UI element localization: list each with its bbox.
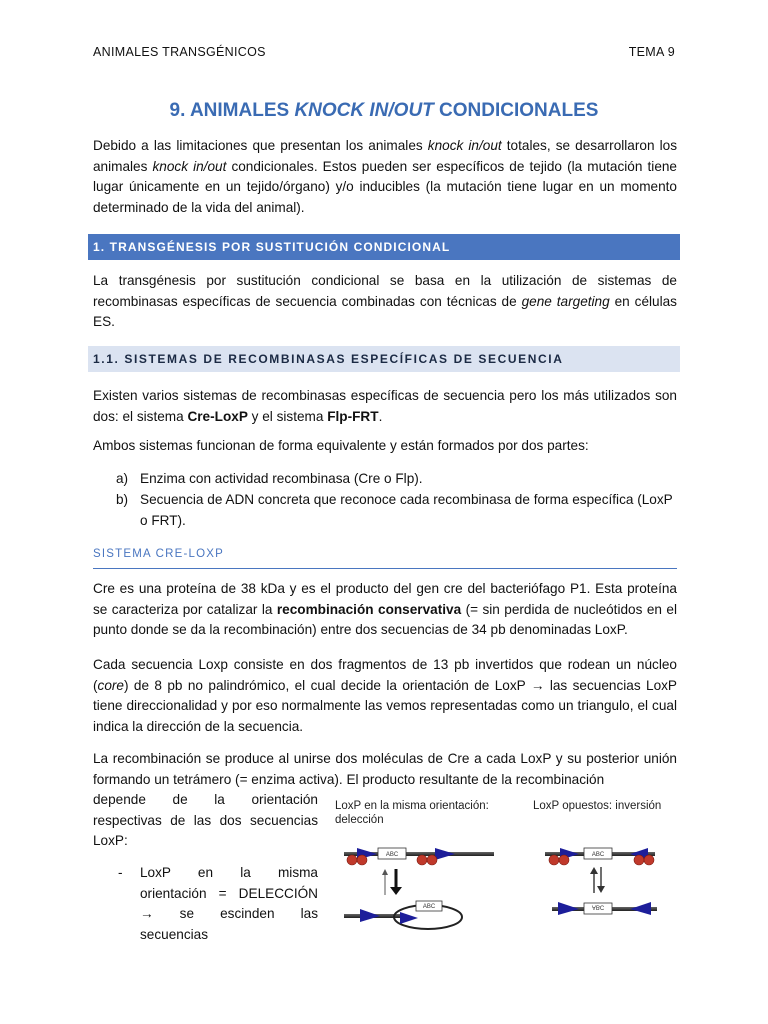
loxp-triangle-icon bbox=[435, 848, 455, 860]
deletion-after-strand bbox=[344, 901, 462, 929]
inversion-before-strand bbox=[545, 848, 655, 865]
section-2-title: 1.1. SISTEMAS DE RECOMBINASAS ESPECÍFICAS DE SECUENCIA bbox=[93, 352, 564, 366]
title-post: CONDICIONALES bbox=[433, 100, 599, 121]
list-item-b bbox=[118, 490, 677, 531]
para4-text-1: Cre es una proteína de 38 kDa y es el producto del gen cre del bacteriófago P1. Esta proteína se caracteriza por catalizar la bbox=[93, 581, 677, 617]
list-item-text: Secuencia de ADN concreta que reconoce cada recombinasa de forma específica (LoxP o FRT). bbox=[140, 492, 673, 528]
para2-text-1: Existen varios sistemas de recombinasas específicas de secuencia pero los más utilizados son dos: el sistema bbox=[93, 388, 677, 424]
loxp-triangle-icon bbox=[558, 902, 579, 915]
section-1-title: 1. TRANSGÉNESIS POR SUSTITUCIÓN CONDICIONAL bbox=[93, 240, 451, 254]
gene-box-label-inverted: ABC bbox=[591, 903, 605, 910]
para5-text-1: Cada secuencia Loxp consiste en dos fragmentos de 13 pb invertidos que rodean un núcleo ( bbox=[93, 657, 677, 693]
bullet-text: LoxP en la misma orientación = DELECCIÓN bbox=[140, 865, 318, 901]
inversion-after-strand bbox=[552, 902, 657, 915]
intro-italic-2: knock in/out bbox=[152, 158, 227, 174]
cre-protein-icon bbox=[357, 855, 367, 865]
cre-protein-icon bbox=[634, 855, 644, 865]
loxp-triangle-icon bbox=[400, 912, 418, 924]
deletion-before-strand bbox=[344, 848, 494, 865]
para5-text-3: las secuencias LoxP tiene direccionalidad y por eso normalmente las vemos representadas como un triangulo, el cual indica la dirección de la secuencia. bbox=[93, 677, 677, 734]
title-italic: KNOCK IN/OUT bbox=[294, 100, 434, 121]
para1-text-2: en células ES. bbox=[93, 293, 677, 329]
bullet-text-block bbox=[140, 863, 318, 945]
paragraph-5 bbox=[93, 655, 677, 737]
figure-label-deletion: LoxP en la misma orientación: delección bbox=[335, 800, 489, 826]
loxp-triangle-icon bbox=[630, 902, 651, 915]
bullet-text-2: se escinden las secuencias bbox=[140, 906, 318, 942]
title-pre: 9. ANIMALES bbox=[169, 100, 295, 121]
cre-protein-icon bbox=[549, 855, 559, 865]
gene-box-label: ABC bbox=[385, 852, 399, 858]
page-title bbox=[0, 100, 768, 122]
para1-italic: gene targeting bbox=[521, 293, 610, 309]
section-heading-2 bbox=[88, 346, 680, 372]
list-marker: b) bbox=[116, 492, 129, 507]
list-marker: a) bbox=[116, 471, 129, 486]
para5-text-2: ) de 8 pb no palindrómico, el cual decide la orientación de LoxP bbox=[123, 677, 531, 693]
deletion-arrows bbox=[382, 869, 402, 895]
intro-text-2: totales, se desarrollaron los animales bbox=[93, 138, 677, 174]
cre-protein-icon bbox=[417, 855, 427, 865]
para1-text-1: La transgénesis por sustitución condicional se basa en la utilización de sistemas de recombinasas específicas de secuencia combinadas con técnicas de bbox=[93, 273, 677, 309]
para2-text-3: . bbox=[378, 408, 383, 424]
section-3-title: SISTEMA CRE-LOXP bbox=[93, 548, 225, 560]
paragraph-6: La recombinación se produce al unirse dos moléculas de Cre a cada LoxP y su posterior unión formando un tetrámero (= enzima activa). El producto resultante de la recombinación bbox=[93, 751, 677, 787]
section-heading-1 bbox=[88, 234, 680, 260]
inversion-arrows bbox=[590, 867, 605, 893]
bullet-item bbox=[118, 863, 318, 945]
section-heading-3 bbox=[93, 548, 677, 569]
cre-protein-icon bbox=[559, 855, 569, 865]
para2-bold-1: Cre-LoxP bbox=[187, 408, 248, 424]
intro-text-3: condicionales. Estos pueden ser específicos de tejido (la mutación tiene lugar únicamente en un tejido/órgano) y/o inducibles (la mutación tiene lugar en un momento determinado de la vida del animal). bbox=[93, 158, 677, 215]
intro-paragraph bbox=[93, 136, 677, 218]
para5-italic: core bbox=[97, 677, 124, 693]
header-right: TEMA 9 bbox=[628, 45, 675, 59]
cre-protein-icon bbox=[427, 855, 437, 865]
para2-text-2: y el sistema bbox=[247, 408, 328, 424]
bullet-dash: - bbox=[118, 865, 123, 880]
page-header bbox=[93, 45, 675, 63]
paragraph-6b: depende de la orientación respectivas de las dos secuencias LoxP: bbox=[93, 792, 318, 848]
cre-protein-icon bbox=[644, 855, 654, 865]
para4-text-2: (= sin perdida de nucleótidos en el punto donde se da la recombinación) entre dos secuencias de 34 pb denominadas LoxP. bbox=[93, 601, 677, 637]
right-arrow-icon: → bbox=[140, 906, 154, 921]
paragraph-2 bbox=[93, 386, 677, 427]
cre-loxp-recombination-figure bbox=[330, 795, 680, 930]
right-arrow-icon: → bbox=[530, 677, 545, 693]
figure-label-inversion: LoxP opuestos: inversión bbox=[533, 800, 662, 812]
cre-protein-icon bbox=[347, 855, 357, 865]
paragraph-4 bbox=[93, 579, 677, 641]
loxp-triangle-icon bbox=[360, 909, 380, 922]
para4-bold: recombinación conservativa bbox=[276, 601, 462, 617]
paragraph-1 bbox=[93, 271, 677, 333]
list-item-a bbox=[118, 469, 677, 490]
list-item-text: Enzima con actividad recombinasa (Cre o Flp). bbox=[140, 471, 423, 486]
para2-bold-2: Flp-FRT bbox=[327, 408, 379, 424]
intro-italic-1: knock in/out bbox=[427, 138, 502, 153]
intro-text-1: Debido a las limitaciones que presentan los animales bbox=[93, 138, 428, 153]
header-left: ANIMALES TRANSGÉNICOS bbox=[93, 45, 266, 59]
gene-box-label: ABC bbox=[422, 904, 436, 910]
paragraph-3: Ambos sistemas funcionan de forma equivalente y están formados por dos partes: bbox=[93, 438, 589, 453]
gene-box-label: ABC bbox=[591, 852, 605, 858]
